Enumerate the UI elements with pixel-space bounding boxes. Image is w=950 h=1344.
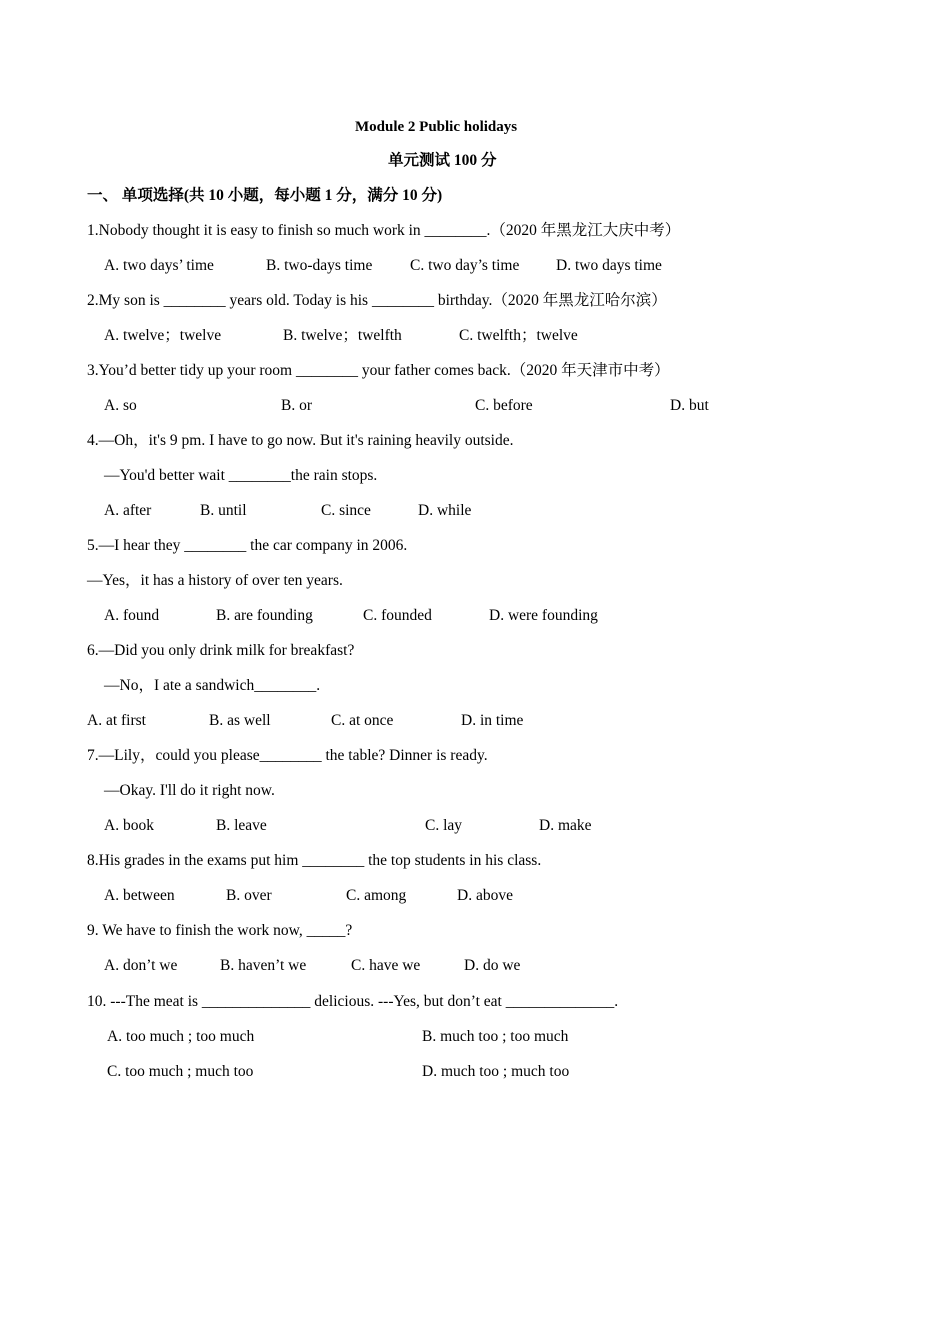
- q8-option-a: A. between: [104, 887, 175, 904]
- q3-option-d: D. but: [670, 397, 709, 414]
- q7-option-d: D. make: [539, 817, 592, 834]
- q10-option-c: C. too much ; much too: [107, 1063, 254, 1080]
- q9-option-a: A. don’t we: [104, 957, 178, 974]
- question-5-stem: 5.—I hear they ________ the car company in 2006.: [87, 537, 408, 554]
- question-8-stem: 8.His grades in the exams put him ________ the top students in his class.: [87, 852, 542, 869]
- q4-option-c: C. since: [321, 502, 371, 519]
- q10-option-d: D. much too ; much too: [422, 1063, 570, 1080]
- q8-option-d: D. above: [457, 887, 513, 904]
- q6-option-a: A. at first: [87, 712, 146, 729]
- question-7-stem: 7.—Lily，could you please________ the table? Dinner is ready.: [87, 747, 488, 764]
- q3-option-b: B. or: [281, 397, 312, 414]
- q5-option-a: A. found: [104, 607, 160, 624]
- question-5-reply: —Yes，it has a history of over ten years.: [87, 572, 343, 589]
- question-6-reply: —No，I ate a sandwich________.: [104, 677, 321, 694]
- section-heading: 一、 单项选择(共 10 小题，每小题 1 分，满分 10 分): [87, 187, 443, 204]
- q5-option-c: C. founded: [363, 607, 432, 624]
- question-4-reply: —You'd better wait ________the rain stops.: [104, 467, 378, 484]
- q8-option-b: B. over: [226, 887, 272, 904]
- q1-option-c: C. two day’s time: [410, 257, 520, 274]
- q4-option-b: B. until: [200, 502, 247, 519]
- q9-option-c: C. have we: [351, 957, 421, 974]
- q4-option-d: D. while: [418, 502, 472, 519]
- q5-option-d: D. were founding: [489, 607, 598, 624]
- q7-option-b: B. leave: [216, 817, 267, 834]
- q6-option-b: B. as well: [209, 712, 271, 729]
- q6-option-d: D. in time: [461, 712, 524, 729]
- q1-option-b: B. two-days time: [266, 257, 373, 274]
- q3-option-c: C. before: [475, 397, 533, 414]
- q10-option-b: B. much too ; too much: [422, 1028, 569, 1045]
- q10-option-a: A. too much ; too much: [107, 1028, 255, 1045]
- q9-option-d: D. do we: [464, 957, 521, 974]
- q8-option-c: C. among: [346, 887, 407, 904]
- question-7-reply: —Okay. I'll do it right now.: [104, 782, 275, 799]
- q5-option-b: B. are founding: [216, 607, 313, 624]
- q1-option-d: D. two days time: [556, 257, 662, 274]
- question-1-stem: 1.Nobody thought it is easy to finish so much work in ________.（2020 年黑龙江大庆中考）: [87, 222, 681, 239]
- q2-option-c: C. twelfth；twelve: [459, 327, 578, 344]
- page-subtitle: 单元测试 100 分: [388, 152, 497, 169]
- question-2-stem: 2.My son is ________ years old. Today is his ________ birthday.（2020 年黑龙江哈尔滨）: [87, 292, 667, 309]
- q2-option-a: A. twelve；twelve: [104, 327, 222, 344]
- question-4-stem: 4.—Oh，it's 9 pm. I have to go now. But it's raining heavily outside.: [87, 432, 514, 449]
- question-10-stem: 10. ---The meat is ______________ delicious. ---Yes, but don’t eat ______________.: [87, 993, 619, 1010]
- q4-option-a: A. after: [104, 502, 152, 519]
- page-title: Module 2 Public holidays: [355, 119, 518, 135]
- q7-option-a: A. book: [104, 817, 154, 834]
- q2-option-b: B. twelve；twelfth: [283, 327, 402, 344]
- q6-option-c: C. at once: [331, 712, 394, 729]
- q1-option-a: A. two days’ time: [104, 257, 214, 274]
- question-9-stem: 9. We have to finish the work now, _____?: [87, 922, 353, 939]
- question-6-stem: 6.—Did you only drink milk for breakfast?: [87, 642, 355, 659]
- q7-option-c: C. lay: [425, 817, 463, 834]
- q3-option-a: A. so: [104, 397, 137, 414]
- question-3-stem: 3.You’d better tidy up your room ________ your father comes back.（2020 年天津市中考）: [87, 362, 670, 379]
- q9-option-b: B. haven’t we: [220, 957, 307, 974]
